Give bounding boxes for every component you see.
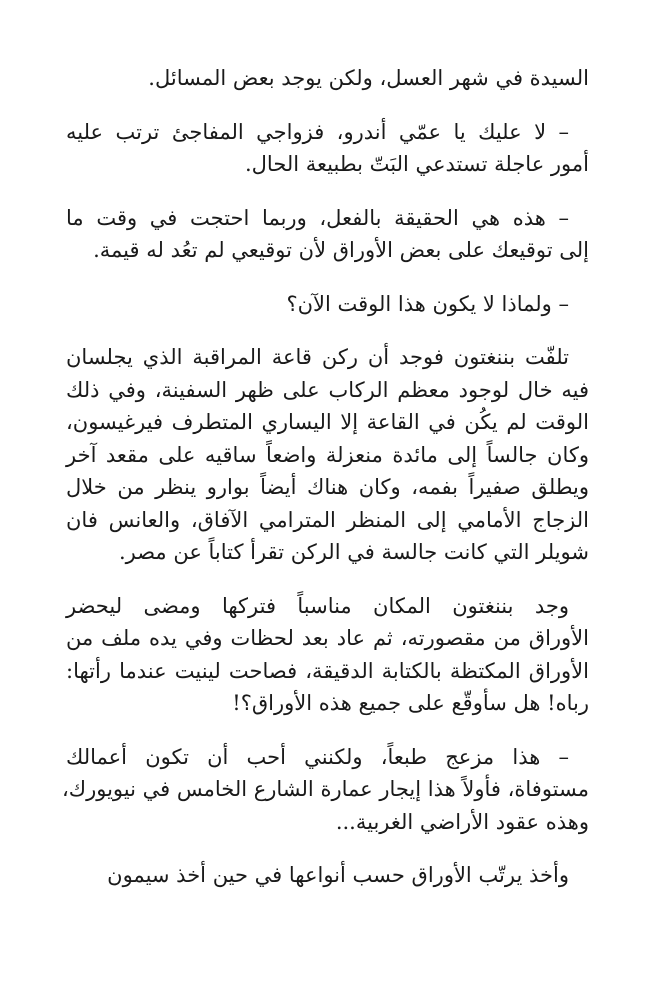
paragraph-1: [66, 62, 589, 95]
text-line: وجد بننغتون المكان مناسباً فتركها ومضى ليحضر: [66, 593, 569, 618]
text-line: الوقت لم يكُن في القاعة إلا اليساري المتطرف فيرغيسون،: [66, 410, 589, 434]
text-line: أمور عاجلة تستدعي البَتّ بطبيعة الحال.: [245, 152, 589, 176]
text-line: تلفّت بننغتون فوجد أن ركن قاعة المراقبة الذي يجلسان: [66, 345, 569, 369]
paragraph-4: [66, 288, 589, 321]
paragraph-6: [66, 590, 589, 720]
text-line: السيدة في شهر العسل، ولكن يوجد بعض المسائل.: [148, 66, 589, 90]
text-line: رباه! هل سأوقّع على جميع هذه الأوراق؟!: [232, 691, 589, 715]
paragraph-3: [66, 202, 589, 267]
text-line: – هذه هي الحقيقة بالفعل، وربما احتجت في وقت ما: [66, 205, 569, 230]
text-line: الأوراق من مقصورته، ثم عاد بعد لحظات وفي يده ملف من: [66, 626, 589, 650]
book-page: [62, 62, 589, 913]
text-line: مستوفاة، فأولاً هذا إيجار عمارة الشارع الخامس في نيويورك،: [62, 777, 589, 801]
text-line: – ولماذا لا يكون هذا الوقت الآن؟: [286, 291, 569, 316]
text-line: الزجاج الأمامي إلى المنظر المترامي الآفاق، والعانس فان: [66, 507, 589, 532]
paragraph-2: [66, 116, 589, 181]
text-line: وكان جالساً إلى مائدة منعزلة واضعاً ساقيه على مقعد آخر: [66, 442, 589, 467]
text-line: – هذا مزعج طبعاً، ولكنني أحب أن تكون أعمالك: [66, 744, 569, 769]
text-line: وأخذ يرتّب الأوراق حسب أنواعها في حين أخذ سيمون: [107, 863, 569, 887]
text-line: وهذه عقود الأراضي الغربية...: [335, 809, 589, 834]
text-line: الأوراق المكتظة بالكتابة الدقيقة، فصاحت لينيت عندما رأتها:: [66, 658, 589, 683]
paragraph-7: [62, 741, 589, 839]
text-line: ويطلق صفيراً بفمه، وكان هناك أيضاً بوارو ينظر من خلال: [66, 475, 589, 499]
text-line: – لا عليك يا عمّي أندرو، فزواجي المفاجئ ترتب عليه: [66, 119, 569, 144]
text-line: شويلر التي كانت جالسة في الركن تقرأ كتاباً عن مصر.: [118, 540, 589, 564]
text-line: فيه خال لوجود معظم الركاب على ظهر السفينة، وفي ذلك: [66, 377, 589, 402]
paragraph-5: [66, 341, 589, 569]
paragraph-8: [66, 859, 589, 892]
text-line: إلى توقيعك على بعض الأوراق لأن توقيعي لم تعُد له قيمة.: [93, 238, 589, 262]
